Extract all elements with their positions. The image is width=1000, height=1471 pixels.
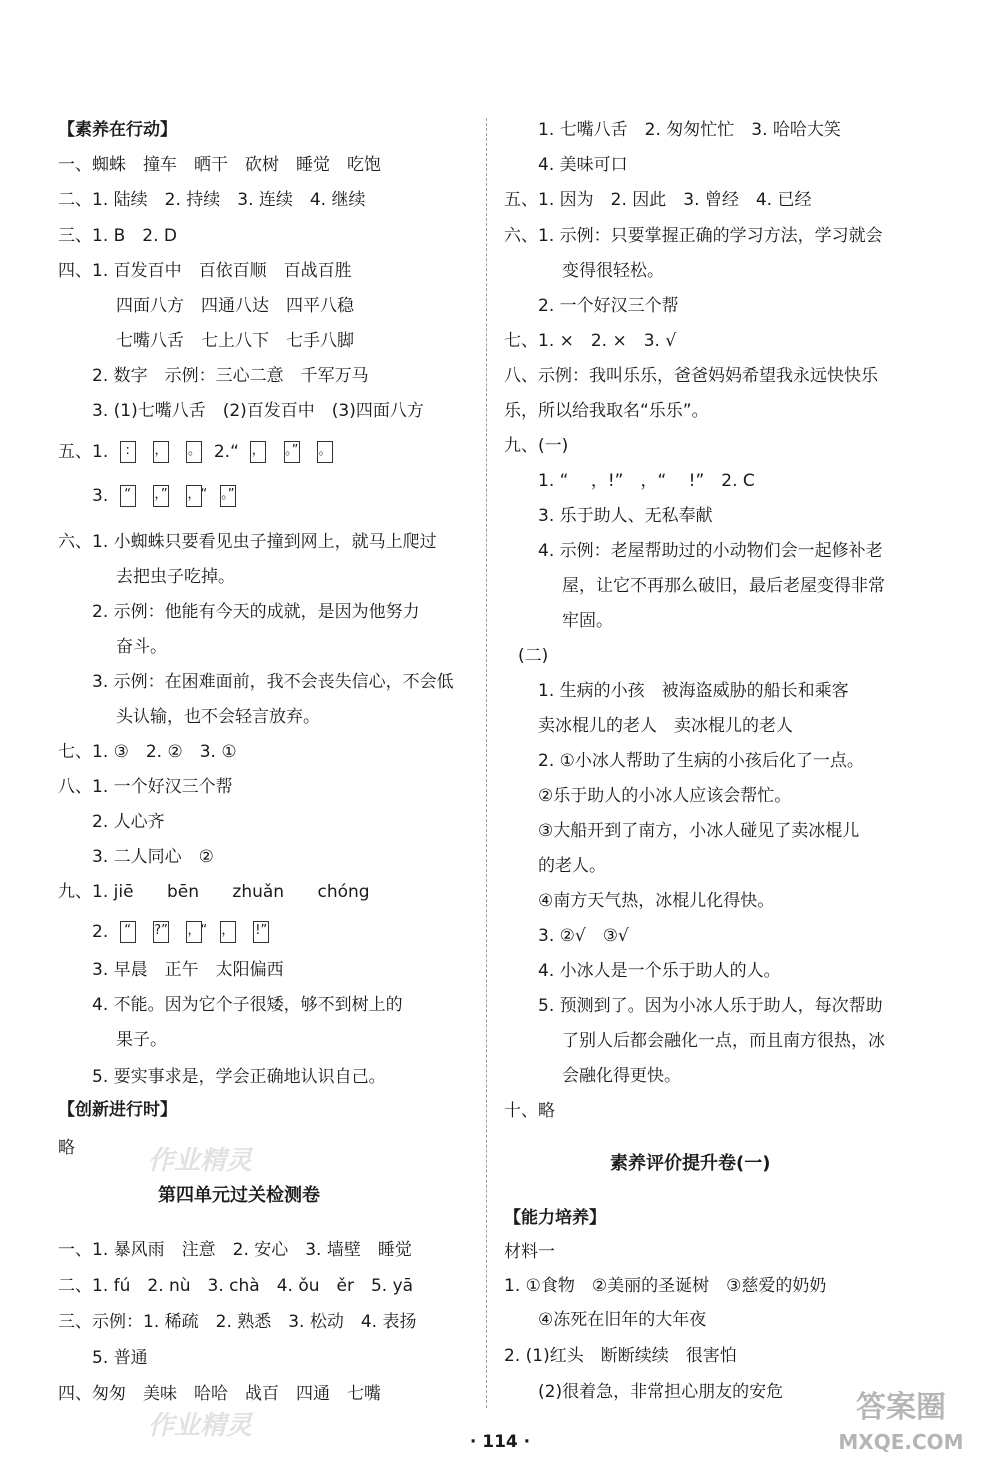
answer-line: 九、(一) bbox=[504, 436, 569, 456]
answer-line: 会融化得更快。 bbox=[562, 1066, 681, 1086]
answer-line: 四、1. 百发百中 百依百顺 百战百胜 bbox=[58, 261, 352, 281]
answer-line: 3. 二人同心 ② bbox=[92, 847, 214, 867]
punctuation-box: ， bbox=[153, 441, 169, 463]
punctuation-box: ，“ bbox=[186, 921, 202, 943]
answer-line: 四、匆匆 美味 哈哈 战百 四通 七嘴 bbox=[58, 1384, 381, 1404]
answer-line: 2. ①小冰人帮助了生病的小孩后化了一点。 bbox=[538, 751, 864, 771]
punctuation-box: 。” bbox=[220, 485, 236, 507]
question-label: 2. bbox=[92, 922, 109, 942]
answer-line: ③大船开到了南方，小冰人碰见了卖冰棍儿 bbox=[538, 821, 860, 841]
answer-line: 2. 一个好汉三个帮 bbox=[538, 296, 679, 316]
answer-line: 5. 要实事求是，学会正确地认识自己。 bbox=[92, 1067, 386, 1087]
answer-line: 八、1. 一个好汉三个帮 bbox=[58, 777, 233, 797]
answer-line: 3. 示例：在困难面前，我不会丧失信心，不会低 bbox=[92, 672, 454, 692]
answer-line: 三、1. B 2. D bbox=[58, 226, 177, 246]
section-heading: 【素养在行动】 bbox=[58, 120, 177, 140]
answer-line: 2. (1)红头 断断续续 很害怕 bbox=[504, 1346, 737, 1366]
punctuation-box: 。” bbox=[284, 441, 300, 463]
stamp-title: 答案圈 bbox=[856, 1390, 946, 1425]
page-number: · 114 · bbox=[469, 1432, 531, 1452]
answer-line: 三、示例：1. 稀疏 2. 熟悉 3. 松动 4. 表扬 bbox=[58, 1312, 417, 1332]
section-heading: 【能力培养】 bbox=[504, 1208, 606, 1228]
pinyin: zhuǎn bbox=[232, 882, 285, 902]
section-title: 素养评价提升卷(一) bbox=[610, 1153, 771, 1174]
answer-line: 变得很轻松。 bbox=[562, 261, 664, 281]
pinyin: bēn bbox=[166, 882, 199, 902]
answer-line: ④冻死在旧年的大年夜 bbox=[538, 1310, 707, 1330]
punctuation-row bbox=[92, 920, 275, 944]
answer-line: 2. 数字 示例：三心二意 千军万马 bbox=[92, 366, 369, 386]
answer-line: 七、1. × 2. × 3. √ bbox=[504, 331, 677, 351]
answer-line: 五、1. 因为 2. 因此 3. 曾经 4. 已经 bbox=[504, 190, 812, 210]
answer-line: 4. 小冰人是一个乐于助人的人。 bbox=[538, 961, 781, 981]
pinyin-row bbox=[58, 880, 398, 904]
answer-line: 十、略 bbox=[504, 1101, 555, 1121]
answer-line: 2. 示例：他能有今天的成就，是因为他努力 bbox=[92, 602, 420, 622]
answer-line: 4. 示例：老屋帮助过的小动物们会一起修补老 bbox=[538, 541, 883, 561]
answer-line: 1. ①食物 ②美丽的圣诞树 ③慈爱的奶奶 bbox=[504, 1276, 827, 1296]
punctuation-box: “ bbox=[120, 485, 136, 507]
answer-line: 二、1. fú 2. nù 3. chà 4. ǒu ěr 5. yā bbox=[58, 1276, 414, 1296]
answer-line: 1. 生病的小孩 被海盗威胁的船长和乘客 bbox=[538, 681, 849, 701]
punctuation-box: : bbox=[120, 441, 136, 463]
answer-line: 六、1. 小蜘蛛只要看见虫子撞到网上，就马上爬过 bbox=[58, 532, 437, 552]
question-label: 九、1. bbox=[58, 882, 109, 902]
answer-line: 了别人后都会融化一点，而且南方很热，冰 bbox=[562, 1031, 885, 1051]
punctuation-box: !” bbox=[253, 921, 269, 943]
answer-line: 一、1. 暴风雨 注意 2. 安心 3. 墙壁 睡觉 bbox=[58, 1240, 412, 1260]
answer-line: ②乐于助人的小冰人应该会帮忙。 bbox=[538, 786, 792, 806]
answer-line: 略 bbox=[58, 1138, 75, 1158]
answer-line: 七、1. ③ 2. ② 3. ① bbox=[58, 742, 237, 762]
answer-line: 去把虫子吃掉。 bbox=[116, 567, 235, 587]
answer-line: 5. 预测到了。因为小冰人乐于助人，每次帮助 bbox=[538, 996, 883, 1016]
punctuation-text: 2.“ bbox=[213, 442, 239, 462]
question-label: 3. bbox=[92, 486, 109, 506]
unit-title: 第四单元过关检测卷 bbox=[158, 1185, 320, 1206]
answer-line: 3. ②√ ③√ bbox=[538, 926, 629, 946]
answer-line: (二) bbox=[518, 646, 549, 666]
answer-line: 一、蜘蛛 撞车 晒干 砍树 睡觉 吃饱 bbox=[58, 155, 381, 175]
answer-line: ④南方天气热，冰棍儿化得快。 bbox=[538, 891, 775, 911]
answer-line: 3. (1)七嘴八舌 (2)百发百中 (3)四面八方 bbox=[92, 401, 424, 421]
answer-line: 卖冰棍儿的老人 卖冰棍儿的老人 bbox=[538, 716, 793, 736]
punctuation-box: “ bbox=[120, 921, 136, 943]
answer-line: 八、示例：我叫乐乐，爸爸妈妈希望我永远快快乐 bbox=[504, 366, 878, 386]
answer-line: (2)很着急，非常担心朋友的安危 bbox=[538, 1382, 784, 1402]
punctuation-box: ， bbox=[250, 441, 266, 463]
answer-line: 乐，所以给我取名“乐乐”。 bbox=[504, 401, 709, 421]
answer-line: 材料一 bbox=[504, 1242, 555, 1262]
answer-line: 1. “ ，!” ，“ !” 2. C bbox=[538, 471, 755, 491]
answer-line: 4. 美味可口 bbox=[538, 155, 628, 175]
punctuation-box: 。 bbox=[186, 441, 202, 463]
answer-line: 4. 不能。因为它个子很矮，够不到树上的 bbox=[92, 995, 403, 1015]
watermark-text: 作业精灵 bbox=[148, 1411, 253, 1441]
answer-line: 5. 普通 bbox=[92, 1348, 148, 1368]
answer-line: 3. 乐于助人、无私奉献 bbox=[538, 506, 713, 526]
question-label: 五、1. bbox=[58, 442, 109, 462]
answer-line: 1. 七嘴八舌 2. 匆匆忙忙 3. 哈哈大笑 bbox=[538, 120, 841, 140]
pinyin: jiē bbox=[113, 882, 134, 902]
punctuation-row bbox=[92, 484, 242, 508]
punctuation-box: ， bbox=[220, 921, 236, 943]
answer-line: 的老人。 bbox=[538, 856, 606, 876]
site-stamp bbox=[826, 1388, 976, 1466]
answer-line: 六、1. 示例：只要掌握正确的学习方法，学习就会 bbox=[504, 226, 883, 246]
answer-line: 2. 人心齐 bbox=[92, 812, 165, 832]
punctuation-row bbox=[58, 440, 339, 464]
stamp-url: MXQE.COM bbox=[838, 1430, 964, 1454]
punctuation-box: ，” bbox=[153, 485, 169, 507]
answer-line: 果子。 bbox=[116, 1030, 167, 1050]
watermark-text: 作业精灵 bbox=[148, 1146, 253, 1176]
punctuation-box: ，“ bbox=[186, 485, 202, 507]
answer-line: 二、1. 陆续 2. 持续 3. 连续 4. 继续 bbox=[58, 190, 366, 210]
punctuation-box: ?” bbox=[153, 921, 169, 943]
answer-line: 牢固。 bbox=[562, 611, 613, 631]
punctuation-box: 。 bbox=[317, 441, 333, 463]
answer-line: 奋斗。 bbox=[116, 637, 167, 657]
answer-line: 四面八方 四通八达 四平八稳 bbox=[116, 296, 354, 316]
answer-line: 七嘴八舌 七上八下 七手八脚 bbox=[116, 331, 354, 351]
section-heading: 【创新进行时】 bbox=[58, 1100, 177, 1120]
answer-line: 头认输，也不会轻言放弃。 bbox=[116, 707, 320, 727]
pinyin: chóng bbox=[317, 882, 370, 902]
answer-line: 屋，让它不再那么破旧，最后老屋变得非常 bbox=[562, 576, 885, 596]
answer-line: 3. 早晨 正午 太阳偏西 bbox=[92, 960, 284, 980]
column-divider bbox=[486, 118, 487, 1408]
